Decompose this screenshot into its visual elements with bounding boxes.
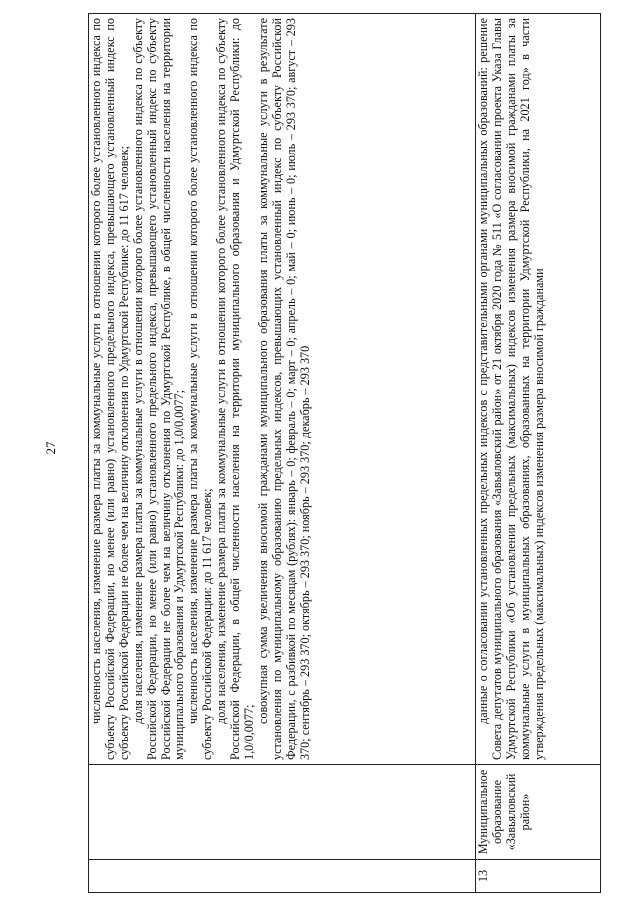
municipality-name-line: образование bbox=[489, 779, 504, 845]
content-cell bbox=[89, 14, 476, 765]
table-row bbox=[476, 14, 601, 893]
paragraph: численность населения, изменение размера платы за коммунальные услуги в отношении которого более установленного индекса по субъекту Российской Федерации, но менее (или равно) установленного предельного индекса, превышающего установленный индекс по субъекту Российской Федерации не более чем на величину отклонения по Удмуртской Республике: до 11 617 человек; bbox=[89, 18, 131, 760]
rotated-page-content bbox=[88, 13, 600, 893]
paragraph: доля населения, изменение размера платы за коммунальные услуги в отношении которого более установленного индекса по субъекту Российской Федерации, но менее (или равно) установленного предельного индекса, превышающего установленный индекс по субъекту Российской Федерации не более чем на величину отклонения по Удмуртской Республике, в общей численности населения на территории муниципального образования и Удмуртской Республики: до 1,0/0,0077; bbox=[130, 18, 187, 760]
paragraph: данные о согласовании установленных предельных индексов с представительными органами муниципальных образований: решение Совета депутатов муниципального образования «Завьяловский район» от 21 октября 2020 года № 511 «О согласовании проекта Указа Главы Удмуртской Республики «Об установлении предельных (максимальных) индексов изменения размера вносимой гражданами платы за коммунальные услуги в муниципальных образованиях, образованных на территории Удмуртской Республики, на 2021 год» в части утверждения предельных (максимальных) индексов изменения размера вносимой гражданами bbox=[476, 18, 546, 760]
table-row bbox=[89, 14, 476, 893]
page-number: 27 bbox=[43, 441, 58, 455]
indices-table bbox=[88, 13, 601, 893]
row-number-cell bbox=[89, 860, 476, 893]
municipality-name-line: Муниципальное bbox=[476, 769, 490, 855]
paragraph: доля населения, изменение размера платы за коммунальные услуги в отношении которого более установленного индекса по субъекту Российской Федерации, в общей численности населения на территории муниципального образования и Удмуртской Республики: до 1,0/0,0077; bbox=[214, 18, 256, 760]
municipality-name-line: «Завьяловский район» bbox=[503, 773, 532, 851]
paragraph: численность населения, изменение размера платы за коммунальные услуги в отношении которого более установленного индекса по субъекту Российской Федерации: до 11 617 человек; bbox=[186, 18, 215, 760]
row-number-cell: 13 bbox=[476, 860, 601, 893]
paragraph: совокупная сумма увеличения вносимой гражданами муниципального образования платы за коммунальные услуги в результате установления по муниципальному образованию предельных индексов, превышающих установленный индекс по субъекту Российской Федерации, с разбивкой по месяцам (рублях): январь – 0; февраль – 0; март – 0; апрель – 0; май – 0; июнь – 0; июль – 293 370; август – 293 370; сентябрь – 293 370; октябрь – 293 370; ноябрь – 293 370; декабрь – 293 370 bbox=[255, 18, 312, 760]
content-cell bbox=[476, 14, 601, 765]
municipality-cell bbox=[89, 765, 476, 860]
municipality-cell bbox=[476, 765, 601, 860]
